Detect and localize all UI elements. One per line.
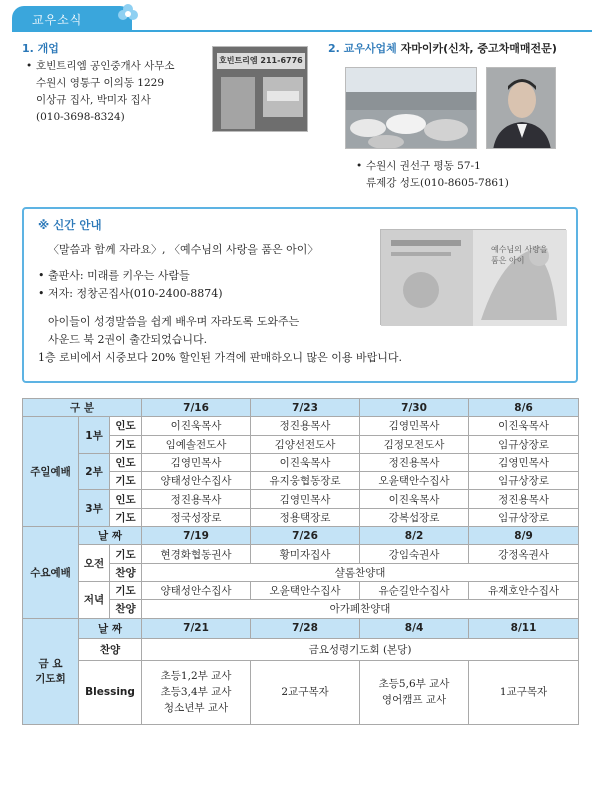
schedule-cell: 유지웅협동장로 (251, 472, 360, 490)
blessing-line: 초등3,4부 교사 (160, 686, 232, 699)
wednesday-date: 8/9 (469, 527, 579, 545)
schedule-cell: 정진용목사 (251, 417, 360, 435)
book-desc: 아이들이 성경말씀을 쉽게 배우며 자라도록 도와주는 (48, 315, 300, 328)
section-tab: 교우소식 (12, 6, 132, 30)
bullet-icon: • (26, 60, 33, 72)
schedule-cell: 강복섭장로 (360, 508, 469, 526)
blessing-line: 청소년부 교사 (163, 702, 229, 715)
schedule-cell: 임규상장로 (469, 435, 579, 453)
friday-date: 8/11 (469, 618, 579, 638)
book-author: • 저자: 정창곤집사(010-2400-8874) (38, 287, 223, 300)
wednesday-service-label: 수요예배 (23, 527, 79, 618)
book-publisher: • 출판사: 미래를 키우는 사람들 (38, 269, 190, 282)
table-row (23, 545, 579, 563)
book-publisher-text: 출판사: 미래를 키우는 사람들 (48, 269, 190, 282)
schedule-cell: 양태성안수집사 (142, 581, 251, 599)
schedule-cell: 임규상장로 (469, 472, 579, 490)
business-title-label: 2. 교우사업체 (328, 42, 397, 55)
header-date: 8/6 (469, 399, 579, 417)
schedule-cell: 정국성장로 (142, 508, 251, 526)
book-desc: 1층 로비에서 시중보다 20% 할인된 가격에 판매하오니 많은 이용 바랍니다. (38, 351, 402, 364)
blessing-line: 초등1,2부 교사 (160, 670, 232, 683)
schedule-cell: 정진용목사 (142, 490, 251, 508)
blessing-cell (360, 660, 469, 724)
blessing-line: 2교구목자 (281, 686, 329, 699)
role-label: 인도 (110, 417, 142, 435)
choir-cell: 금요성령기도회 (본당) (142, 638, 579, 660)
part-label: 1부 (79, 417, 110, 454)
book-names: 〈말씀과 함께 자라요〉, 〈예수님의 사랑을 품은 아이〉 (48, 243, 319, 256)
schedule-cell: 김영민목사 (142, 453, 251, 471)
date-label: 날 짜 (79, 527, 142, 545)
role-label: Blessing (79, 660, 142, 724)
friday-date: 8/4 (360, 618, 469, 638)
table-header-row (23, 399, 579, 417)
opening-line: (010-3698-8324) (36, 111, 125, 123)
schedule-cell: 김영민목사 (251, 490, 360, 508)
header-date: 7/30 (360, 399, 469, 417)
choir-cell: 샬롬찬양대 (142, 563, 579, 581)
schedule-cell: 오윤택안수집사 (360, 472, 469, 490)
choir-cell: 아가페찬양대 (142, 600, 579, 618)
opening-title: 1. 개업 (22, 42, 59, 55)
blessing-cell (251, 660, 360, 724)
blessing-line: 영어캠프 교사 (381, 694, 447, 707)
table-row (23, 417, 579, 435)
blessing-line: 1교구목자 (499, 686, 548, 699)
store-photo (212, 46, 308, 132)
wednesday-date-row (23, 527, 579, 545)
friday-service-label (23, 618, 79, 724)
wednesday-date: 8/2 (360, 527, 469, 545)
friday-label-line: 기도회 (35, 673, 66, 686)
table-row (23, 453, 579, 471)
schedule-cell: 유순길안수집사 (360, 581, 469, 599)
schedule-cell: 이진욱목사 (469, 417, 579, 435)
blessing-line: 초등5,6부 교사 (378, 678, 450, 691)
business-line: 류제강 성도(010-8605-7861) (366, 177, 509, 189)
table-row (23, 638, 579, 660)
owner-portrait (486, 67, 556, 149)
bullet-icon: • (356, 160, 363, 172)
header-date: 7/16 (142, 399, 251, 417)
schedule-cell: 이진욱목사 (142, 417, 251, 435)
role-label: 기도 (110, 581, 142, 599)
new-book-title: ※ 신간 안내 (38, 218, 102, 232)
section-header (0, 0, 600, 32)
new-book-box (22, 207, 578, 383)
opening-info (26, 58, 175, 126)
schedule-cell: 김영민목사 (360, 417, 469, 435)
opening-line: 호빈트리엠 공인중개사 사무소 (36, 60, 175, 72)
wednesday-date: 7/19 (142, 527, 251, 545)
business-title-extra: 자마이카(신차, 중고차매매전문) (400, 42, 557, 55)
role-label: 기도 (110, 545, 142, 563)
schedule-cell: 강임숙권사 (360, 545, 469, 563)
business-info (356, 158, 509, 192)
schedule-cell: 황미자집사 (251, 545, 360, 563)
schedule-cell: 정용택장로 (251, 508, 360, 526)
schedule-cell: 김양선전도사 (251, 435, 360, 453)
store-sign: 호빈트리엠 211-6776 (219, 56, 303, 65)
car-lot-photo (345, 67, 477, 149)
role-label: 인도 (110, 490, 142, 508)
schedule-cell: 임예솔전도사 (142, 435, 251, 453)
role-label: 찬양 (79, 638, 142, 660)
business-line: 수원시 권선구 평동 57-1 (366, 160, 481, 172)
friday-label-line: 금 요 (38, 658, 63, 671)
worship-schedule-table (22, 398, 579, 725)
blessing-cell (142, 660, 251, 724)
book-cover-title: 예수님의 사랑을 품은 아이 (491, 245, 548, 265)
schedule-cell: 양태성안수집사 (142, 472, 251, 490)
friday-date: 7/28 (251, 618, 360, 638)
blessing-cell (469, 660, 579, 724)
session-label: 오전 (79, 545, 110, 582)
role-label: 찬양 (110, 563, 142, 581)
role-label: 기도 (110, 472, 142, 490)
part-label: 2부 (79, 453, 110, 490)
opening-line: 이상규 집사, 박미자 집사 (36, 94, 151, 106)
friday-date: 7/21 (142, 618, 251, 638)
header-line (12, 30, 592, 32)
header-label: 구 분 (23, 399, 142, 417)
schedule-cell: 강정옥권사 (469, 545, 579, 563)
role-label: 기도 (110, 508, 142, 526)
header-date: 7/23 (251, 399, 360, 417)
book-cover-image (380, 229, 566, 325)
session-label: 저녁 (79, 581, 110, 618)
role-label: 인도 (110, 453, 142, 471)
role-label: 기도 (110, 435, 142, 453)
schedule-cell: 정진용목사 (360, 453, 469, 471)
schedule-cell: 임규상장로 (469, 508, 579, 526)
flower-icon (116, 2, 140, 26)
schedule-cell: 정진용목사 (469, 490, 579, 508)
schedule-cell: 김정모전도사 (360, 435, 469, 453)
schedule-cell: 이진욱목사 (251, 453, 360, 471)
schedule-cell: 현경화협동권사 (142, 545, 251, 563)
sunday-service-label: 주일예배 (23, 417, 79, 527)
role-label: 찬양 (110, 600, 142, 618)
schedule-cell: 유재호안수집사 (469, 581, 579, 599)
friday-date-row (23, 618, 579, 638)
schedule-cell: 김영민목사 (469, 453, 579, 471)
table-row (23, 660, 579, 724)
book-author-text: 저자: 정창곤집사(010-2400-8874) (48, 287, 223, 300)
opening-line: 수원시 영통구 이의동 1229 (36, 77, 165, 89)
date-label: 날 짜 (79, 618, 142, 638)
business-title (328, 40, 557, 56)
schedule-cell: 이진욱목사 (360, 490, 469, 508)
book-desc: 사운드 북 2권이 출간되었습니다. (48, 333, 208, 346)
wednesday-date: 7/26 (251, 527, 360, 545)
table-row (23, 490, 579, 508)
schedule-cell: 오윤택안수집사 (251, 581, 360, 599)
table-row (23, 581, 579, 599)
part-label: 3부 (79, 490, 110, 527)
